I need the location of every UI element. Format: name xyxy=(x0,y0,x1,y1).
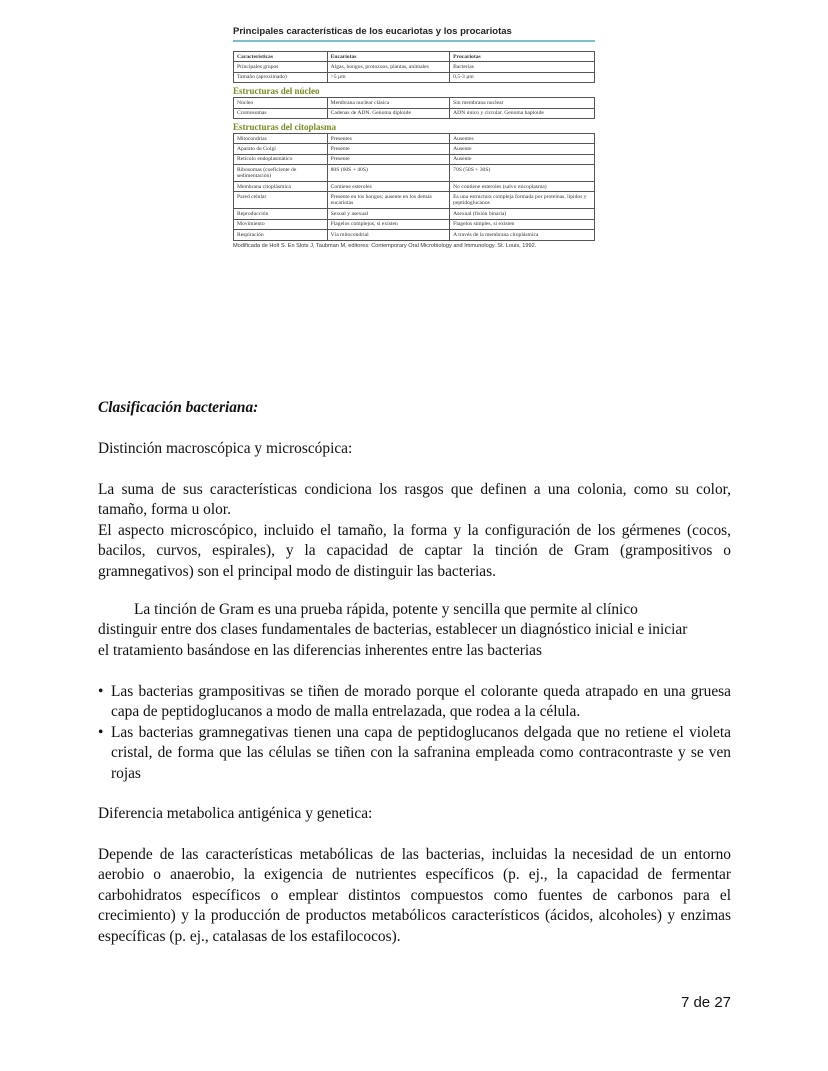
paragraph-metabolic: Depende de las características metabólicas de las bacterias, incluidas la necesidad de un entorno aerobio o anaerobio, la exigencia de nutrientes específicos (p. ej., la capacidad de fermentar carbohidratos específicos o emplear distintos compuestos como fuentes de carbonos para el crecimiento) y la producción de productos metabólicos característicos (ácidos, alcoholes) y enzimas específicas (p. ej., catalasas de los estafilococos). xyxy=(98,846,731,945)
table-cell: Núcleo xyxy=(234,98,328,108)
bullet-list xyxy=(98,682,731,784)
header-cell: Eucariotas xyxy=(327,52,450,62)
figure-title: Principales características de los eucariotas y los procariotas xyxy=(233,26,595,42)
table-cell: Asexual (fisión binaria) xyxy=(450,209,595,219)
page-number: 7 de 27 xyxy=(680,994,731,1011)
table-row xyxy=(234,165,595,182)
table-cell: Principales grupos xyxy=(234,62,328,72)
table-cell: No contiene esteroles (salvo micoplasma) xyxy=(450,182,595,192)
table-cell: ADN único y circular. Genoma haploide xyxy=(450,108,595,118)
table-cell: Es una estructura compleja formada por proteínas, lípidos y peptidoglucanos xyxy=(450,192,595,209)
table-row xyxy=(234,154,595,164)
section-heading xyxy=(98,398,731,418)
table-row xyxy=(234,192,595,209)
table-cell: Ribosomas (coeficiente de sedimentación) xyxy=(234,165,328,182)
bullet-item: • Las bacterias grampositivas se tiñen de morado porque el colorante queda atrapado en una gruesa capa de peptidoglucanos a modo de malla entrelazada, que rodea a la célula. xyxy=(98,682,731,723)
table-cell: Cadenas de ADN. Genoma diploide xyxy=(327,108,450,118)
table-row xyxy=(234,182,595,192)
table-cell: Vía mitocondrial xyxy=(327,230,450,240)
table-row xyxy=(234,62,595,72)
section-heading-cytoplasm: Estructuras del citoplasma xyxy=(233,122,336,133)
table-cell: Tamaño (aproximado) xyxy=(234,72,328,82)
table-cell: Membrana nuclear clásica xyxy=(327,98,450,108)
table-nucleus xyxy=(233,97,595,119)
table-cell: Sin membrana nuclear xyxy=(450,98,595,108)
table-cell: Sexual y asexual xyxy=(327,209,450,219)
table-cell: Respiración xyxy=(234,230,328,240)
table-cell: Mitocondrias xyxy=(234,134,328,144)
table-cell: Flagelos simples, si existen xyxy=(450,219,595,229)
paragraph-1b: El aspecto microscópico, incluido el tamaño, la forma y la configuración de los gérmenes (cocos, bacilos, curvos, espirales), y la capacidad de captar la tinción de Gram (grampositivos o gramnegativos) son el principal modo de distinguir las bacterias. xyxy=(98,521,731,580)
figure-citation: Modificada de Holt S. En Slots J, Taubman M, editores: Contemporary Oral Microbiology and Immunology. St. Louis, 1992. xyxy=(233,242,537,249)
table-row xyxy=(234,108,595,118)
table-cell: Aparato de Golgi xyxy=(234,144,328,154)
table-row xyxy=(234,144,595,154)
table-row xyxy=(234,98,595,108)
table-cell: 70S (50S + 30S) xyxy=(450,165,595,182)
table-cell: Presente xyxy=(327,154,450,164)
table-cell: Retículo endoplasmático xyxy=(234,154,328,164)
table-cell: Movimiento xyxy=(234,219,328,229)
table-general xyxy=(233,51,595,83)
table-cell: Presente en los hongos; ausente en los demás eucariotas xyxy=(327,192,450,209)
comparison-table-figure xyxy=(233,26,595,249)
table-cell: Ausente xyxy=(450,144,595,154)
table-row xyxy=(234,72,595,82)
table-cell: Presente xyxy=(327,144,450,154)
table-row xyxy=(234,209,595,219)
table-cell: 80S (60S + 40S) xyxy=(327,165,450,182)
heading-text: Clasificación bacteriana: xyxy=(98,399,259,416)
subheading-metabolic: Diferencia metabolica antigénica y genetica: xyxy=(98,805,373,822)
table-cell: Bacterias xyxy=(450,62,595,72)
header-cell: Características xyxy=(234,52,328,62)
table-cell: Algas, hongos, protozoos, plantas, animales xyxy=(327,62,450,72)
table-cell: Flagelos complejos, si existen xyxy=(327,219,450,229)
bullet-item: • Las bacterias gramnegativas tienen una capa de peptidoglucanos delgada que no retiene el violeta cristal, de forma que las células se tiñen con la safranina empleada como contracontraste y se ven rojas xyxy=(98,723,731,784)
table-cell: Ausentes xyxy=(450,134,595,144)
table-cell: Cromosomas xyxy=(234,108,328,118)
table-cell: Reproducción xyxy=(234,209,328,219)
table-cytoplasm xyxy=(233,133,595,240)
subheading-macro-micro: Distinción macroscópica y microscópica: xyxy=(98,440,353,457)
table-cell: Ausente xyxy=(450,154,595,164)
table-cell: Contiene esteroles xyxy=(327,182,450,192)
table-cell: A través de la membrana citoplásmica xyxy=(450,230,595,240)
table-cell: Membrana citoplásmica xyxy=(234,182,328,192)
section-heading-nucleus: Estructuras del núcleo xyxy=(233,86,320,97)
paragraph-1a: La suma de sus características condiciona los rasgos que definen a una colonia, como su color, tamaño, forma u olor. xyxy=(98,481,731,519)
table-row xyxy=(234,230,595,240)
table-cell: >5 µm xyxy=(327,72,450,82)
table-row xyxy=(234,134,595,144)
table-header xyxy=(234,52,595,62)
table-row xyxy=(234,219,595,229)
table-cell: Pared celular xyxy=(234,192,328,209)
header-cell: Procariotas xyxy=(450,52,595,62)
paragraph-gram: La tinción de Gram es una prueba rápida, potente y sencilla que permite al clínico distinguir entre dos clases fundamentales de bacterias, establecer un diagnóstico inicial e iniciar el tratamiento basándose en las diferencias inherentes entre las bacterias xyxy=(98,601,688,659)
table-cell: 0,5-3 µm xyxy=(450,72,595,82)
table-cell: Presentes xyxy=(327,134,450,144)
